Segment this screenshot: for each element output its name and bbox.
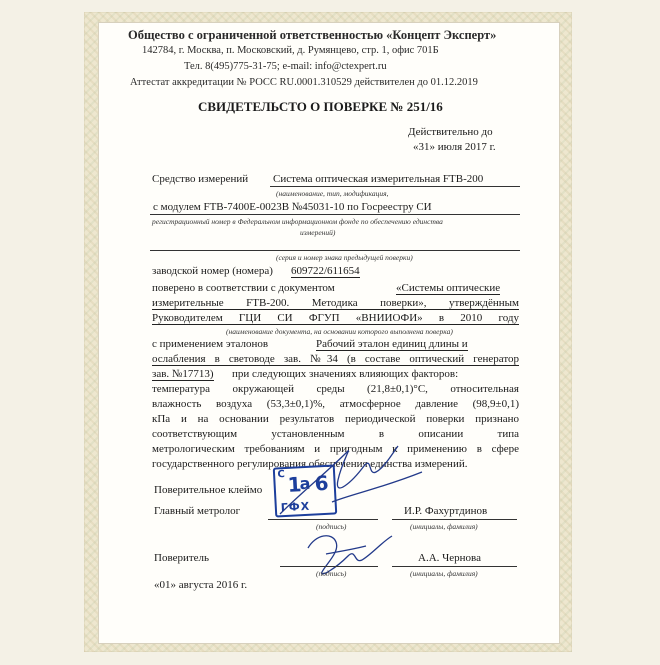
org-contacts: Тел. 8(495)775-31-75; e-mail: info@ctexpert.ru: [184, 61, 387, 72]
instrument-label: Средство измерений: [152, 173, 249, 185]
factor-line-2: влажность воздуха (53,3±0,1)%, атмосферное давление (98,9±0,1): [152, 398, 519, 410]
factor-line-1: температура окружающей среды (21,8±0,1)°С, относительная: [152, 383, 519, 395]
verification-doc-start: «Системы оптические: [396, 282, 501, 294]
module-line: с модулем FTB-7400E-0023B №45031-10 по Госреестру СИ: [153, 201, 432, 213]
series-caption: (серия и номер знака предыдущей поверки): [276, 253, 413, 262]
factor-line-4: соответствующим установленным в описании типа: [152, 428, 519, 440]
verifier-name-caption: (инициалы, фамилия): [410, 569, 478, 578]
instrument-value: Система оптическая измерительная FTB-200: [273, 173, 484, 185]
standards-label: с применением эталонов: [152, 338, 269, 350]
verification-label: поверено в соответствии с документом: [152, 282, 335, 294]
verification-doc-line2: измерительные FTB-200. Методика поверки», утверждённым: [152, 297, 519, 309]
org-accreditation: Аттестат аккредитации № РОСС RU.0001.310529 действителен до 01.12.2019: [130, 77, 478, 88]
valid-until-date: «31» июля 2017 г.: [413, 141, 496, 153]
reg-caption-1: регистрационный номер в Федеральном информационном фонде по обеспечению единства: [152, 217, 443, 226]
valid-until-label: Действительно до: [408, 126, 493, 138]
chief-metrologist-role: Главный метролог: [154, 505, 241, 517]
stamp-letter: а: [299, 473, 311, 494]
verifier-signature-icon: [296, 524, 400, 584]
org-address: 142784, г. Москва, п. Московский, д. Румянцево, стр. 1, офис 701Б: [142, 45, 439, 56]
serial-value: 609722/611654: [291, 265, 360, 277]
chief-name-caption: (инициалы, фамилия): [410, 522, 478, 531]
chief-metrologist-name: И.Р. Фахуртдинов: [404, 505, 488, 517]
verifier-role: Поверитель: [154, 552, 210, 564]
doc-caption: (наименование документа, на основании которого выполнена поверка): [226, 327, 453, 336]
org-name: Общество с ограниченной ответственностью «Концепт Эксперт»: [128, 28, 497, 42]
issue-date: «01» августа 2016 г.: [154, 579, 248, 591]
instrument-caption: (наименование, тип, модификация,: [276, 189, 389, 198]
standards-line3: зав. №17713): [152, 368, 214, 380]
factors-intro: при следующих значениях влияющих факторов:: [232, 368, 459, 380]
stamp-corner: С: [277, 469, 286, 481]
reg-caption-2: измерений): [300, 228, 336, 237]
stamp-label: Поверительное клеймо: [154, 484, 263, 496]
stamp-digit-2: 6: [313, 470, 330, 496]
chief-sign-caption: (подпись): [316, 522, 347, 531]
verifier-sign-caption: (подпись): [316, 569, 347, 578]
stamp-code: ГФХ: [280, 499, 311, 515]
factor-line-3: кПа и на основании результатов периодической поверки признано: [152, 413, 519, 425]
serial-label: заводской номер (номера): [152, 265, 273, 277]
standards-line2: ослабления в световоде зав. №34 (в составе оптический генератор: [152, 353, 519, 365]
factor-line-6: государственного регулирования обеспечения единства измерений.: [152, 458, 468, 470]
verification-doc-line3: Руководителем ГЦИ СИ ФГУП «ВНИИОФИ» в 2010 году: [152, 312, 519, 324]
standards-value: Рабочий эталон единиц длины и: [316, 338, 468, 350]
stamp-digit-1: 1: [287, 472, 303, 497]
factor-line-5: метрологическим требованиям и пригодным к применению в сфере: [152, 443, 519, 455]
verifier-name: А.А. Чернова: [418, 552, 481, 564]
document-title: СВИДЕТЕЛЬСТО О ПОВЕРКЕ № 251/16: [198, 99, 443, 114]
